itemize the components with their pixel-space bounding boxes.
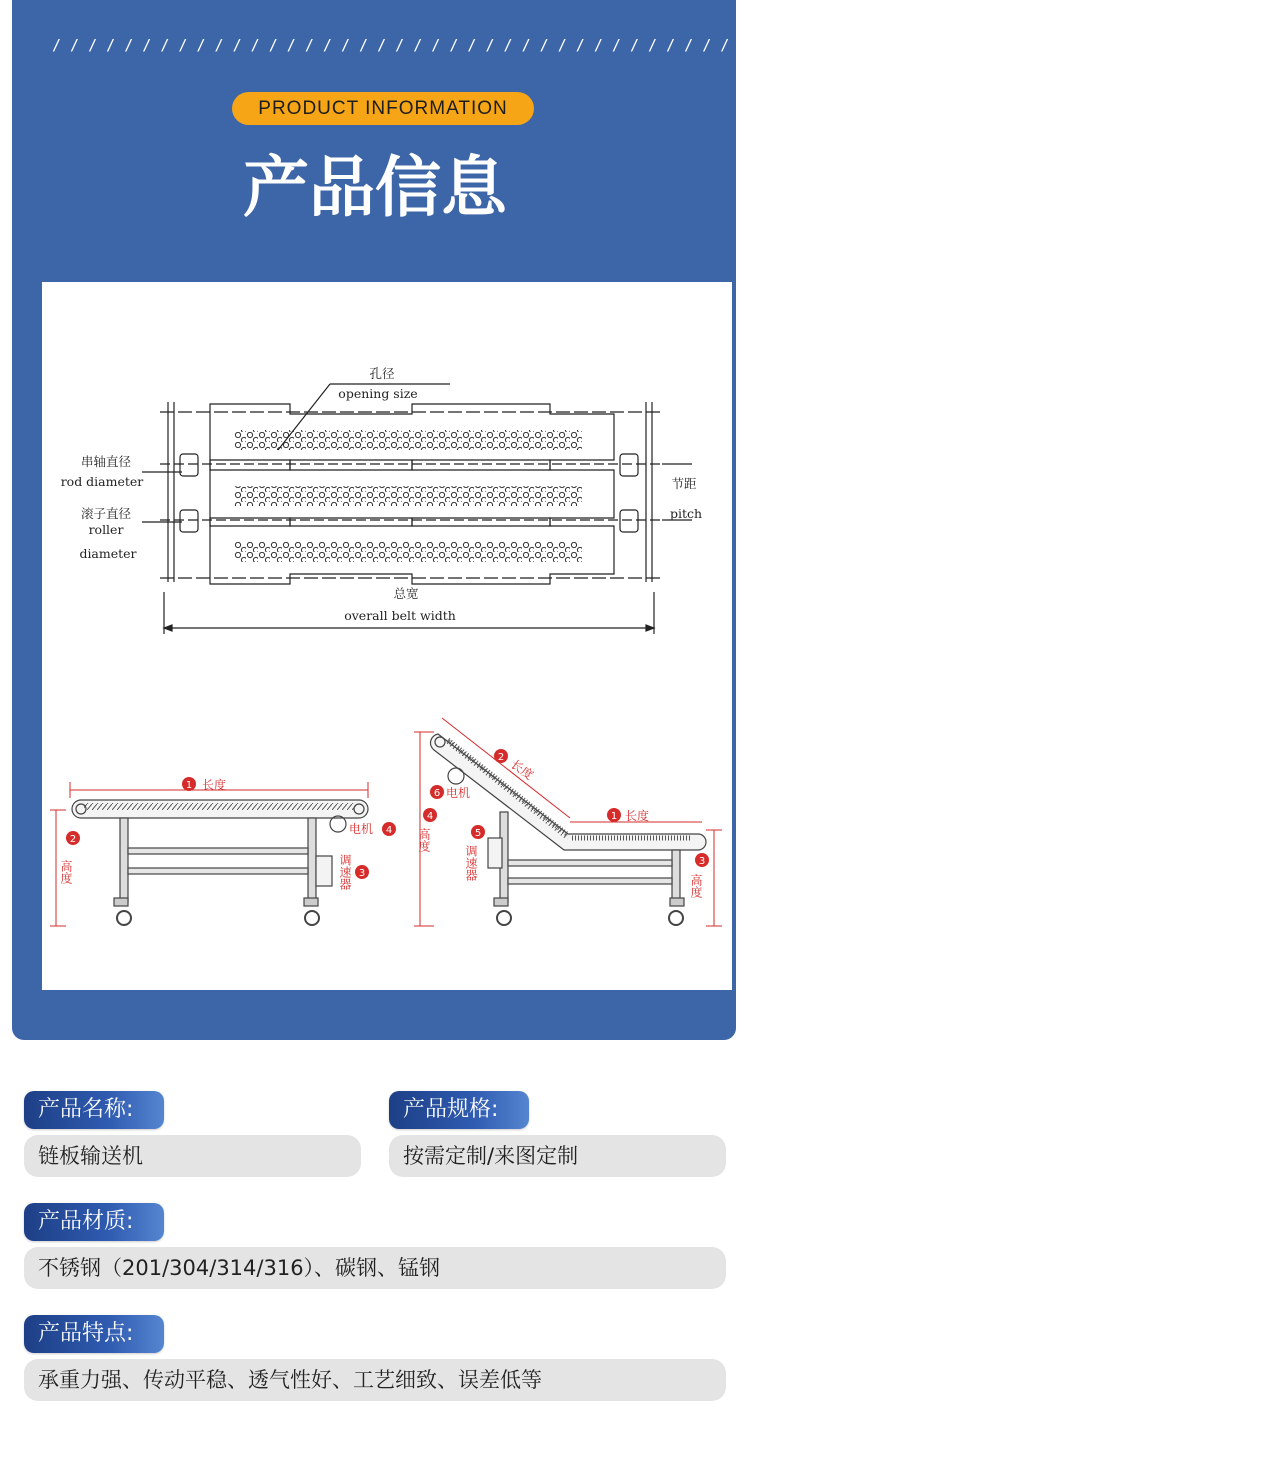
rod-diameter-en: rod diameter: [60, 474, 144, 489]
flat-conveyor-view: [69, 800, 368, 925]
overall-width-en: overall belt width: [344, 608, 456, 623]
roller-diameter-cn: 滚子直径: [80, 506, 132, 521]
pitch-en: pitch: [669, 506, 703, 521]
incline-marker-3: 3: [698, 856, 706, 867]
conveyor-drawing: [42, 282, 732, 990]
product-name-value: 链板输送机: [24, 1135, 361, 1177]
flat-marker-3: 3: [358, 868, 366, 879]
incline-height1-label: 高度: [689, 874, 703, 898]
incline-marker-4: 4: [426, 811, 434, 822]
product-feature-value: 承重力强、传动平稳、透气性好、工艺细致、误差低等: [24, 1359, 726, 1401]
flat-marker-1: 1: [185, 780, 193, 791]
incline-height2-label: 高度: [417, 828, 431, 852]
incline-marker-1: 1: [610, 811, 618, 822]
product-feature-label: 产品特点:: [24, 1315, 164, 1353]
flat-marker-4: 4: [385, 825, 393, 836]
flat-length-label: 长度: [202, 778, 227, 792]
roller-diameter-en-2: diameter: [79, 546, 137, 561]
rod-diameter-cn: 串轴直径: [80, 454, 132, 469]
flat-motor-label: 电机: [349, 822, 374, 836]
flat-marker-2: 2: [69, 834, 77, 845]
incline-marker-2: 2: [497, 752, 505, 763]
pitch-cn: 节距: [671, 476, 697, 491]
diagram-panel: [42, 282, 732, 990]
product-material-label: 产品材质:: [24, 1203, 164, 1241]
product-information-badge: PRODUCT INFORMATION: [232, 92, 534, 125]
flat-height-label: 高度: [59, 860, 73, 884]
overall-width-cn: 总宽: [393, 586, 419, 601]
incline-marker-5: 5: [474, 828, 482, 839]
hero-banner: [12, 0, 1271, 1040]
product-spec-label: 产品规格:: [389, 1091, 529, 1129]
roller-diameter-en-1: roller: [88, 522, 124, 537]
incline-motor-label: 电机: [446, 786, 471, 800]
product-name-label: 产品名称:: [24, 1091, 164, 1129]
product-material-value: 不锈钢（201/304/314/316）、碳钢、锰钢: [24, 1247, 726, 1289]
incline-length1-label: 长度: [625, 809, 650, 823]
opening-size-cn: 孔径: [369, 366, 395, 381]
decorative-hatch: / / / / / / / / / / / / / / / / / / / / / / / / / / / / / / / / / / / / / / / / / / / / / / / / / / / / / / / / / / / / / / / / / / / /: [52, 36, 1271, 54]
flat-speed-label: 调速器: [338, 854, 352, 890]
incline-length2-label: 长度: [508, 757, 536, 783]
incline-speed-label: 调速器: [464, 845, 478, 881]
opening-size-en: opening size: [338, 386, 418, 401]
page-title: 产品信息: [243, 149, 507, 226]
incline-marker-6: 6: [433, 788, 441, 799]
product-spec-value: 按需定制/来图定制: [389, 1135, 726, 1177]
